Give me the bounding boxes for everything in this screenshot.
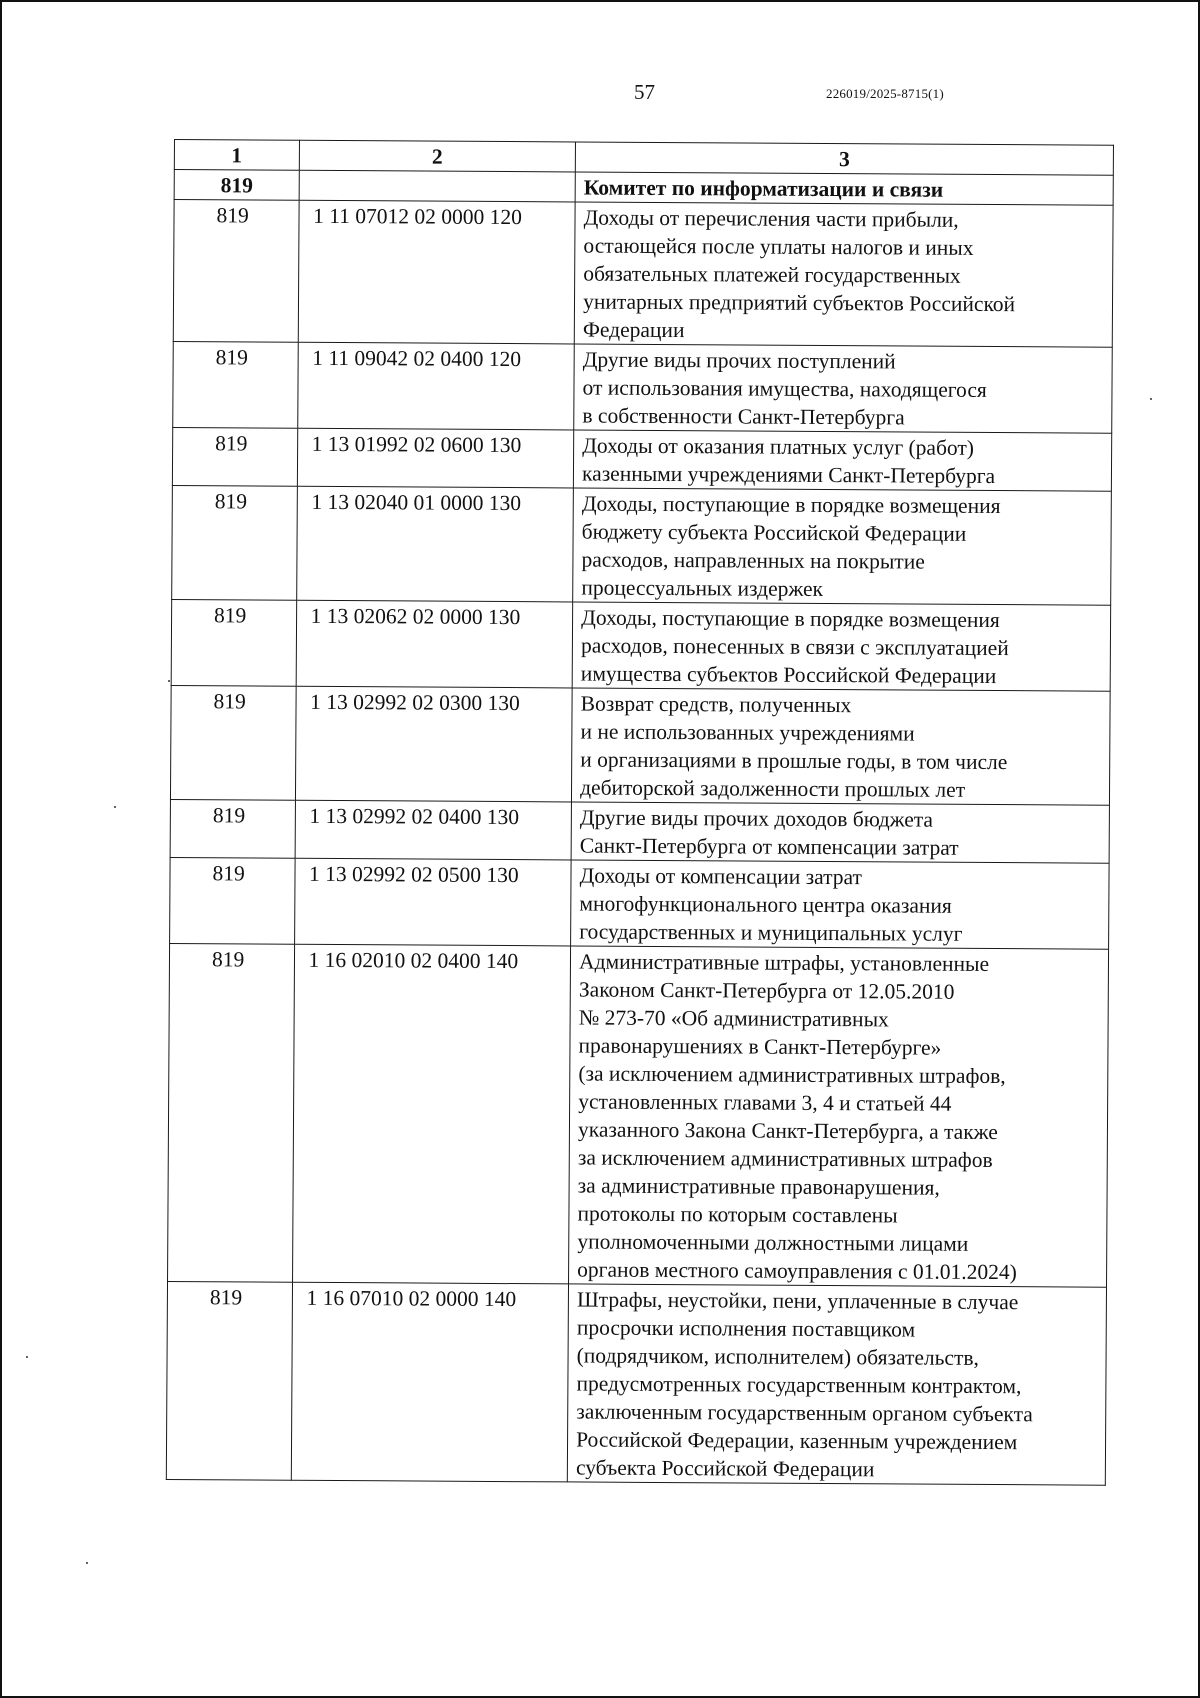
admin-code-cell: 819 bbox=[172, 485, 297, 600]
description-cell: Штрафы, неустойки, пени, уплаченные в случае просрочки исполнения поставщиком (подрядчиком, исполнителем) обязательств, предусмотренных государственным контрактом, заключенным государственным органом субъекта Российской Федерации, казенным учреждением субъекта Российской Федерации bbox=[567, 1284, 1106, 1485]
column-header-1: 1 bbox=[174, 140, 299, 171]
table-row bbox=[172, 427, 1111, 491]
table-row bbox=[173, 341, 1113, 433]
department-code: 819 bbox=[174, 170, 299, 201]
column-header-2: 2 bbox=[299, 140, 576, 172]
description-cell: Доходы от перечисления части прибыли, остающейся после уплаты налогов и иных обязательных платежей государственных унитарных предприятий субъектов Российской Федерации bbox=[574, 202, 1113, 347]
kbk-code-cell: 1 13 02992 02 0400 130 bbox=[295, 800, 572, 860]
kbk-code-cell: 1 13 02062 02 0000 130 bbox=[296, 600, 573, 688]
table-row bbox=[166, 1281, 1106, 1485]
kbk-code-cell: 1 16 07010 02 0000 140 bbox=[291, 1282, 569, 1482]
table-row bbox=[172, 485, 1112, 605]
kbk-code-cell: 1 16 02010 02 0400 140 bbox=[292, 944, 571, 1284]
description-cell: Доходы, поступающие в порядке возмещения бюджету субъекта Российской Федерации расходов, направленных на покрытие процессуальных издержек bbox=[573, 488, 1112, 605]
page-number: 57 bbox=[634, 80, 655, 104]
admin-code-cell: 819 bbox=[168, 943, 295, 1282]
kbk-code-cell: 1 13 02992 02 0300 130 bbox=[295, 686, 572, 802]
admin-code-cell: 819 bbox=[170, 799, 295, 858]
table-row bbox=[170, 857, 1110, 949]
kbk-code-cell: 1 13 02992 02 0500 130 bbox=[294, 858, 571, 946]
description-cell: Доходы от оказания платных услуг (работ) казенными учреждениями Санкт-Петербурга bbox=[573, 430, 1111, 491]
admin-code-cell: 819 bbox=[172, 427, 297, 486]
admin-code-cell: 819 bbox=[171, 599, 296, 686]
description-cell: Доходы от компенсации затрат многофункционального центра оказания государственных и муниципальных услуг bbox=[571, 860, 1109, 949]
document-reference: 226019/2025-8715(1) bbox=[826, 86, 944, 101]
description-cell: Другие виды прочих поступлений от использования имущества, находящегося в собственности Санкт-Петербурга bbox=[574, 344, 1112, 433]
department-name: Комитет по информатизации и связи bbox=[575, 172, 1113, 205]
department-empty-cell bbox=[299, 170, 576, 202]
admin-code-cell: 819 bbox=[170, 685, 295, 800]
scan-speck bbox=[168, 680, 170, 682]
admin-code-cell: 819 bbox=[173, 341, 298, 428]
table-row bbox=[170, 685, 1110, 805]
description-cell: Доходы, поступающие в порядке возмещения расходов, понесенных в связи с эксплуатацией имущества субъектов Российской Федерации bbox=[572, 602, 1110, 691]
column-header-3: 3 bbox=[575, 142, 1113, 175]
kbk-code-cell: 1 13 01992 02 0600 130 bbox=[297, 428, 574, 488]
admin-code-cell: 819 bbox=[166, 1281, 292, 1480]
scan-speck bbox=[1150, 398, 1152, 400]
table-row bbox=[171, 599, 1111, 691]
description-cell: Возврат средств, полученных и не использованных учреждениями и организациями в прошлые годы, в том числе дебиторской задолженности прошлых лет bbox=[572, 688, 1111, 805]
table-row bbox=[170, 799, 1109, 863]
admin-code-cell: 819 bbox=[170, 857, 295, 944]
kbk-code-cell: 1 11 09042 02 0400 120 bbox=[297, 342, 574, 430]
scan-speck bbox=[26, 1356, 28, 1358]
description-cell: Административные штрафы, установленные Законом Санкт-Петербурга от 12.05.2010 № 273-70 «Об административных правонарушениях в Санкт-Петербурге» (за исключением административных штрафов, установленных главами 3, 4 и статьей 44 указанного Закона Санкт-Петербурга, а также за исключением административных штрафов за административные правонарушения, протоколы по которым составлены уполномоченными должностными лицами органов местного самоуправления с 01.01.2024) bbox=[569, 946, 1109, 1287]
revenue-codes-table bbox=[166, 139, 1114, 1486]
kbk-code-cell: 1 11 07012 02 0000 120 bbox=[298, 200, 575, 344]
table-row bbox=[173, 200, 1113, 348]
table-body bbox=[166, 140, 1113, 1486]
description-cell: Другие виды прочих доходов бюджета Санкт-Петербурга от компенсации затрат bbox=[571, 802, 1109, 863]
scan-speck bbox=[114, 806, 116, 808]
scan-speck bbox=[86, 1562, 88, 1564]
table-row bbox=[168, 943, 1109, 1287]
kbk-code-cell: 1 13 02040 01 0000 130 bbox=[296, 486, 573, 602]
admin-code-cell: 819 bbox=[173, 200, 298, 343]
